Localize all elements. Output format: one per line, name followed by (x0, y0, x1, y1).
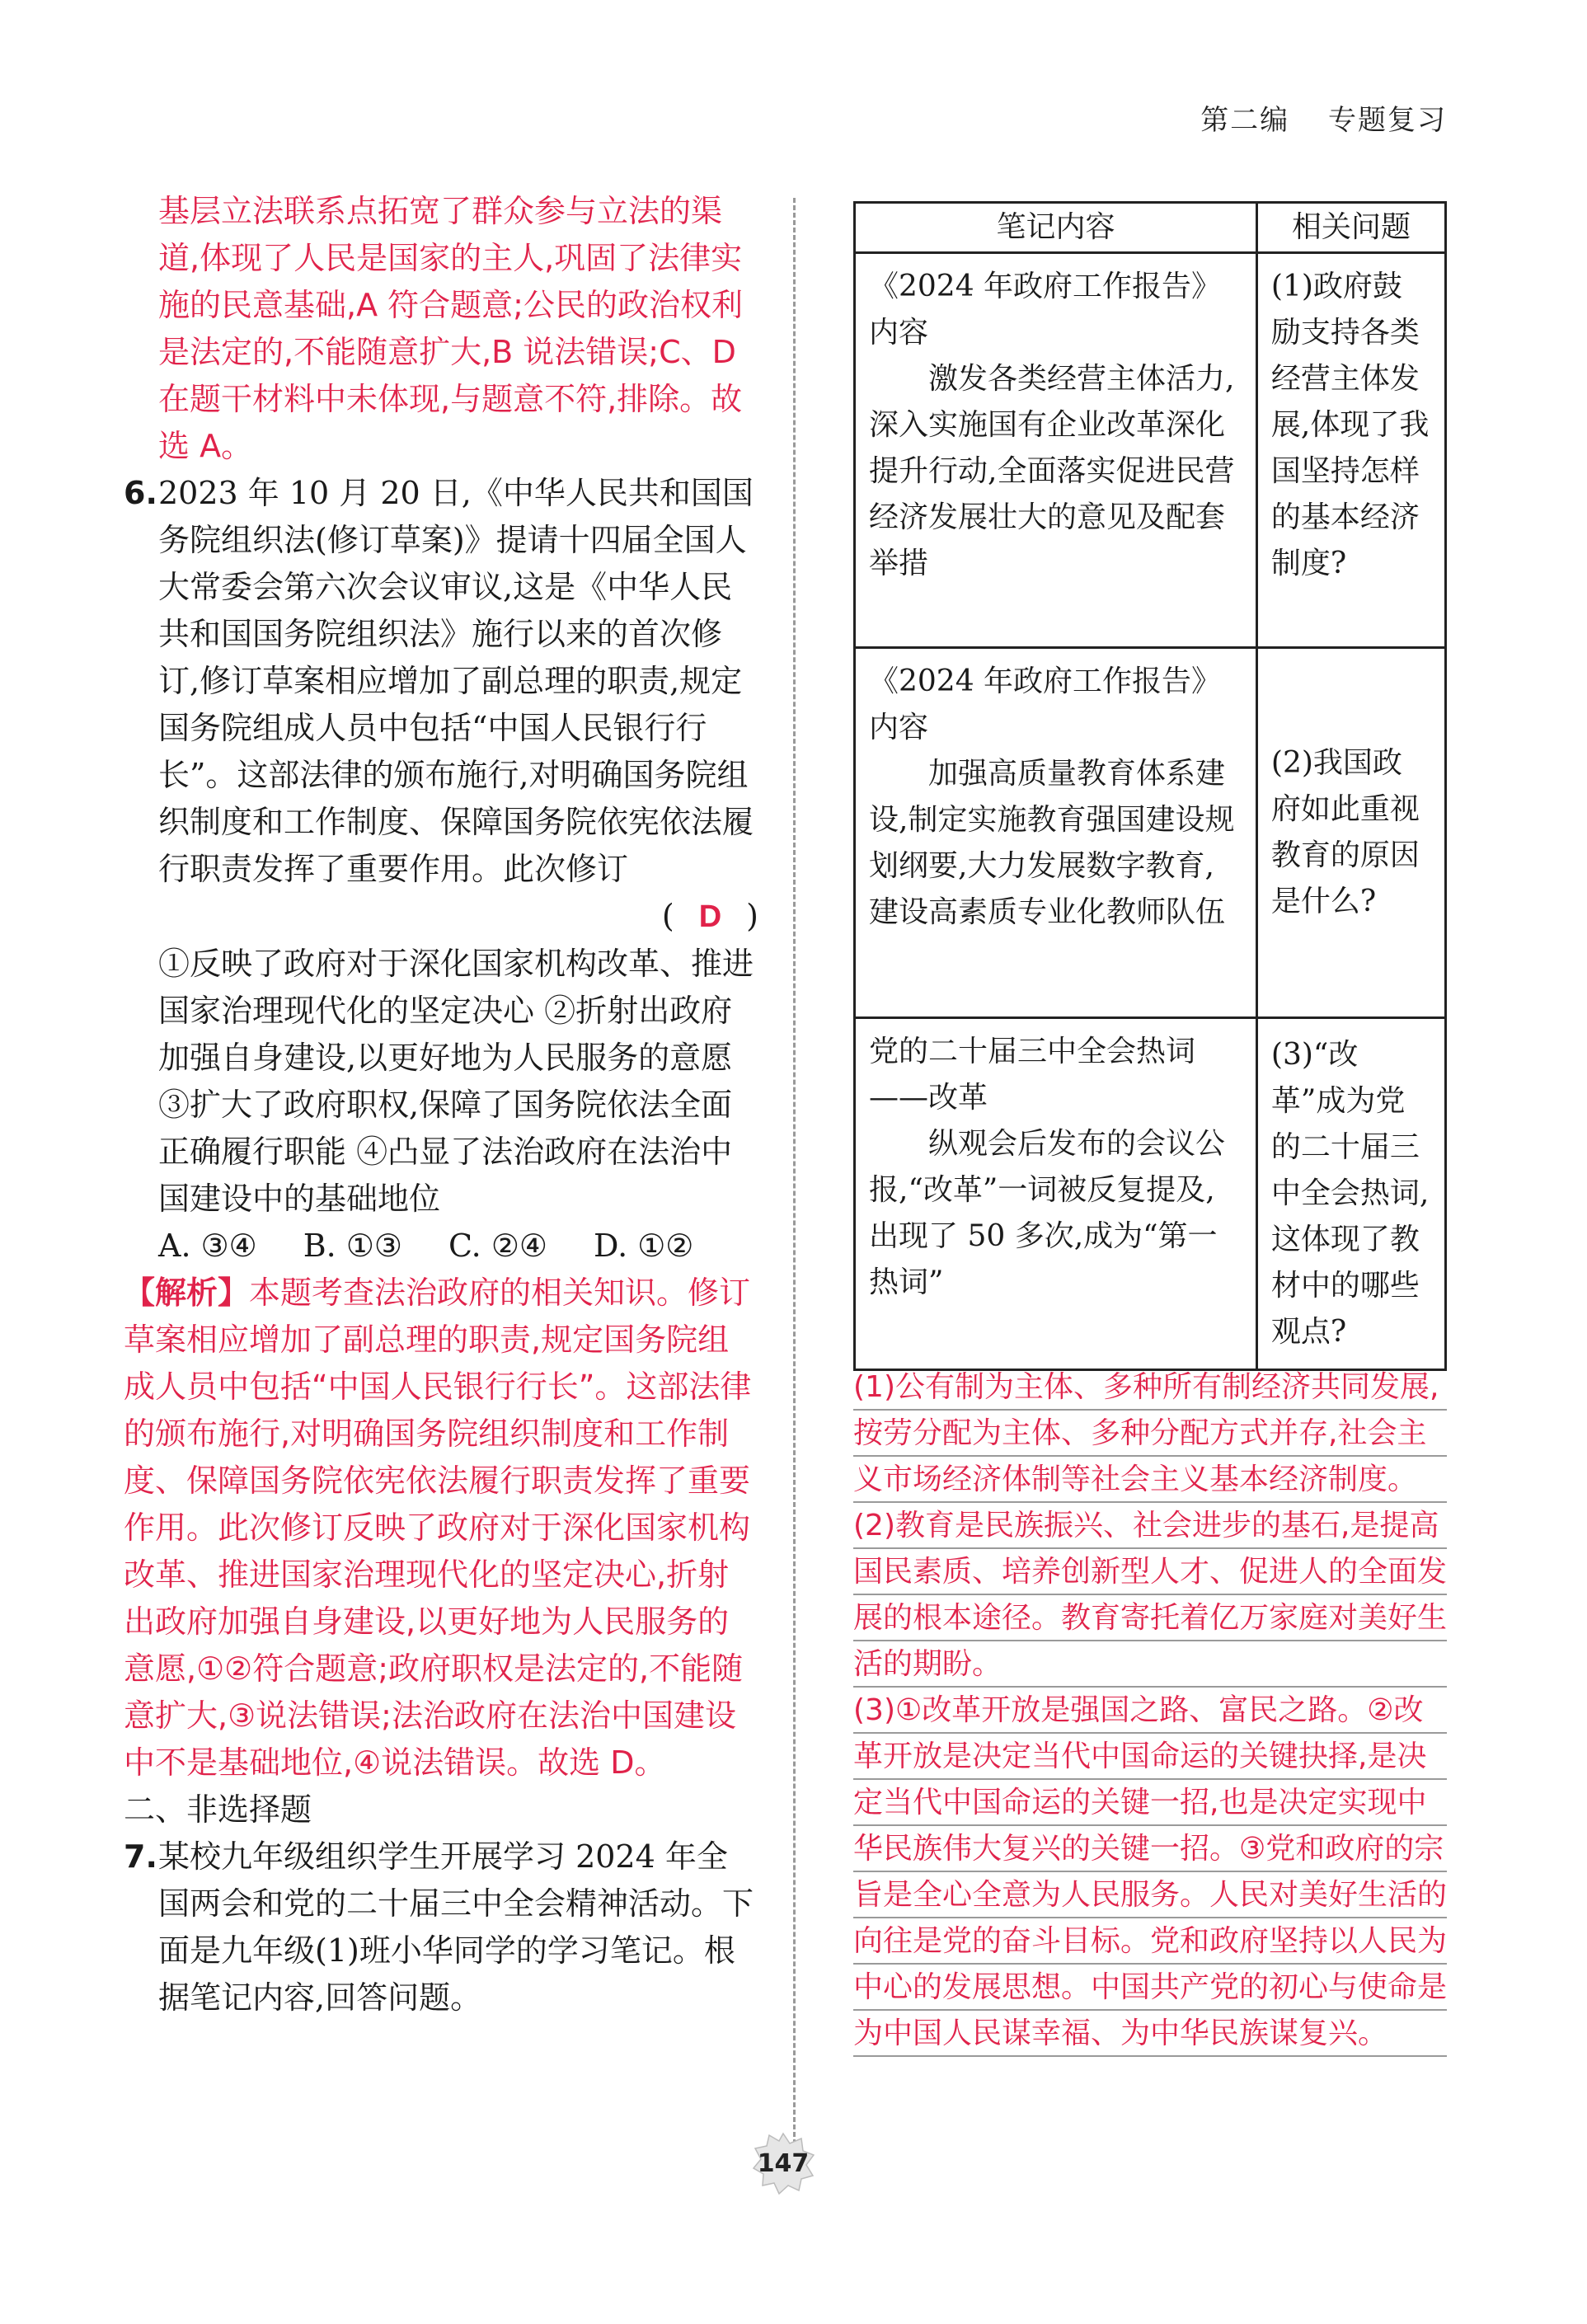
page-header (1172, 97, 1447, 138)
note-body: 激发各类经营主体活力,深入实施国有企业改革深化提升行动,全面落实促进民营经济发展壮大的意见及配套举措 (869, 362, 1235, 580)
page-number-badge (752, 2132, 815, 2195)
question-options: ①反映了政府对于深化国家机构改革、推进国家治理现代化的坚定决心 ②折射出政府加强自身建设,以更好地为人民服务的意愿 ③扩大了政府职权,保障了国务院依法全面正确履行职能 ④凸显了法治政府在法治中国建设中的基础地位 (158, 946, 754, 1217)
answer-bracket: ( D ) (661, 898, 758, 934)
related-question: (1)政府鼓励支持各类经营主体发展,体现了我国坚持怎样的基本经济制度? (1270, 270, 1430, 580)
answer-2: (2)教育是民族振兴、社会进步的基石,是提高国民素质、培养创新型人才、促进人的全面发展的根本途径。教育寄托着亿万家庭对美好生活的期盼。 (853, 1503, 1447, 1688)
note-body: 纵观会后发布的会议公报,“改革”一词被反复提及,出现了 50 多次,成为“第一热词” (869, 1127, 1226, 1299)
related-question: (3)“改革”成为党的二十届三中全会热词,这体现了教材中的哪些观点? (1270, 1038, 1430, 1349)
notes-table (853, 201, 1447, 1371)
note-title: 《2024 年政府工作报告》内容 (869, 664, 1222, 744)
analysis-label: 【解析】 (124, 1275, 250, 1311)
q6-analysis (124, 1270, 758, 1786)
section-title: 二、非选择题 (124, 1791, 312, 1828)
question-6 (124, 470, 758, 941)
question-number: 6. (124, 475, 157, 511)
choice-b: B. ①③ (303, 1228, 402, 1264)
q5-analysis-tail: 基层立法联系点拓宽了群众参与立法的渠道,体现了人民是国家的主人,巩固了法律实施的民意基础,A 符合题意;公民的政治权利是法定的,不能随意扩大,B 说法错误;C、D 在题干材料中未体现,与题意不符,排除。故选 A。 (158, 193, 743, 464)
choice-list (124, 1223, 758, 1270)
choice-c: C. ②④ (448, 1228, 547, 1264)
note-body: 加强高质量教育体系建设,制定实施教育强国建设规划纲要,大力发展数字教育,建设高素质专业化教师队伍 (869, 757, 1235, 929)
note-title: 《2024 年政府工作报告》内容 (869, 270, 1222, 350)
table-header-content: 笔记内容 (855, 203, 1257, 253)
question-7 (124, 1833, 758, 2021)
analysis-text: 本题考查法治政府的相关知识。修订草案相应增加了副总理的职责,规定国务院组成人员中包括“中国人民银行行长”。这部法律的颁布施行,对明确国务院组织制度和工作制度、保障国务院依宪依法履行职责发挥了重要作用。此次修订反映了政府对于深化国家机构改革、推进国家治理现代化的坚定决心,折射出政府加强自身建设,以更好地为人民服务的意愿,①②符合题意;政府职权是法定的,不能随意扩大,③说法错误;法治政府在法治中国建设中不是基础地位,④说法错误。故选 D。 (124, 1275, 752, 1781)
page-number: 147 (757, 2148, 810, 2178)
column-divider (793, 198, 796, 2152)
answer-1: (1)公有制为主体、多种所有制经济共同发展,按劳分配为主体、多种分配方式并存,社会主义市场经济体制等社会主义基本经济制度。 (853, 1364, 1447, 1503)
left-column (124, 188, 758, 2021)
right-column (853, 201, 1447, 1371)
answer-letter: D (698, 899, 722, 934)
question-stem: 某校九年级组织学生开展学习 2024 年全国两会和党的二十届三中全会精神活动。下面是九年级(1)班小华同学的学习笔记。根据笔记内容,回答问题。 (158, 1838, 754, 2016)
question-number: 7. (124, 1838, 157, 1875)
header-part: 第二编 (1200, 104, 1290, 137)
note-title: 党的二十届三中全会热词——改革 (869, 1035, 1196, 1115)
answer-3: (3)①改革开放是强国之路、富民之路。②改革开放是决定当代中国命运的关键抉择,是决定当代中国命运的关键一招,也是决定实现中华民族伟大复兴的关键一招。③党和政府的宗旨是全心全意为人民服务。人民对美好生活的向往是党的奋斗目标。党和政府坚持以人民为中心的发展思想。中国共产党的初心与使命是为中国人民谋幸福、为中华民族谋复兴。 (853, 1688, 1447, 2057)
choice-a: A. ③④ (158, 1228, 257, 1264)
table-row (855, 648, 1446, 1018)
choice-d: D. ①② (593, 1228, 694, 1264)
question-stem: 2023 年 10 月 20 日,《中华人民共和国国务院组织法(修订草案)》提请十四届全国人大常委会第六次会议审议,这是《中华人民共和国国务院组织法》施行以来的首次修订,修订草案相应增加了副总理的职责,规定国务院组成人员中包括“中国人民银行行长”。这部法律的颁布施行,对明确国务院组织制度和工作制度、保障国务院依宪依法履行职责发挥了重要作用。此次修订 (158, 475, 754, 887)
related-question: (2)我国政府如此重视教育的原因是什么? (1270, 746, 1420, 918)
table-header-question: 相关问题 (1256, 203, 1445, 253)
table-row (855, 1018, 1446, 1370)
header-section: 专题复习 (1328, 104, 1447, 137)
answer-area (853, 1364, 1447, 2057)
table-row (855, 253, 1446, 648)
